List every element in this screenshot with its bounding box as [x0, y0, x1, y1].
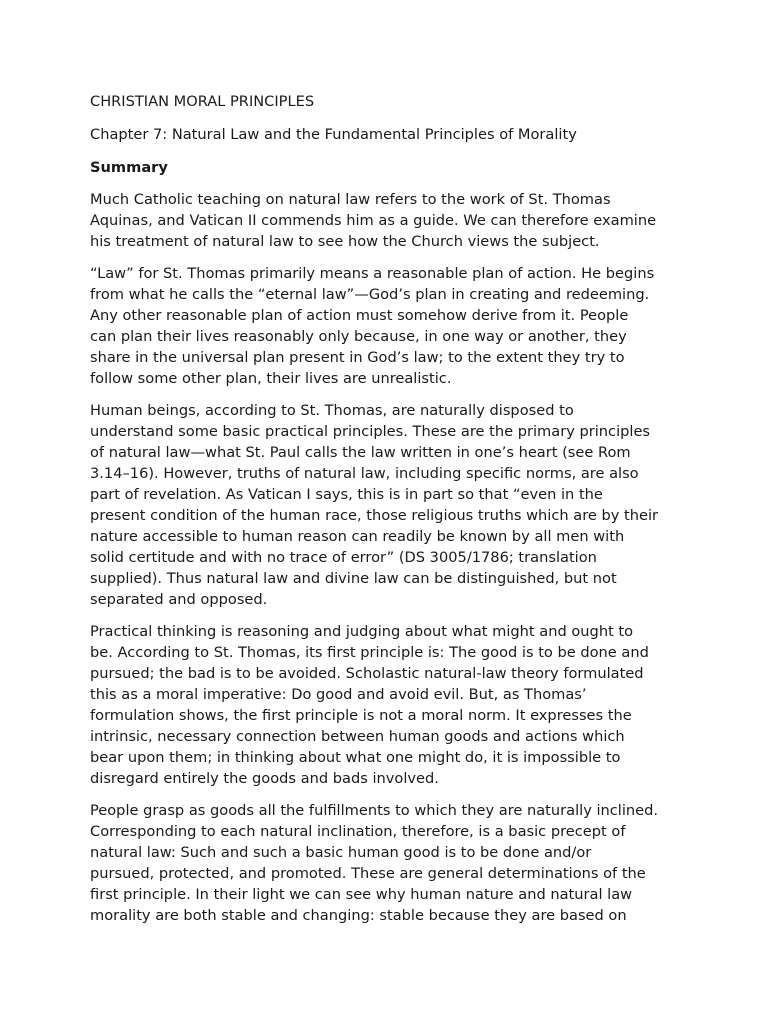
paragraph-line: be. According to St. Thomas, its first principle is: The good is to be done and: [90, 644, 649, 661]
paragraph-line: follow some other plan, their lives are unrealistic.: [90, 370, 452, 387]
paragraph-4: [90, 621, 690, 789]
paragraph-line: from what he calls the “eternal law”—God’s plan in creating and redeeming.: [90, 286, 650, 303]
paragraph-line: nature accessible to human reason can readily be known by all men with: [90, 528, 625, 545]
paragraph-line: disregard entirely the goods and bads involved.: [90, 770, 439, 787]
paragraph-line: pursued; the bad is to be avoided. Scholastic natural-law theory formulated: [90, 665, 644, 682]
paragraph-line: share in the universal plan present in God’s law; to the extent they try to: [90, 349, 625, 366]
paragraph-5: [90, 800, 690, 926]
paragraph-line: separated and opposed.: [90, 591, 268, 608]
paragraph-line: natural law: Such and such a basic human good is to be done and/or: [90, 844, 592, 861]
paragraph-line: Practical thinking is reasoning and judging about what might and ought to: [90, 623, 634, 640]
document-body: [90, 91, 690, 937]
paragraph-line: Aquinas, and Vatican II commends him as a guide. We can therefore examine: [90, 212, 657, 229]
paragraph-line: Corresponding to each natural inclination, therefore, is a basic precept of: [90, 823, 626, 840]
paragraph-line: “Law” for St. Thomas primarily means a reasonable plan of action. He begins: [90, 265, 655, 282]
paragraph-line: this as a moral imperative: Do good and avoid evil. But, as Thomas’: [90, 686, 587, 703]
paragraph-line: of natural law—what St. Paul calls the law written in one’s heart (see Rom: [90, 444, 631, 461]
paragraph-line: understand some basic practical principles. These are the primary principles: [90, 423, 651, 440]
paragraph-line: 3.14–16). However, truths of natural law, including specific norms, are also: [90, 465, 639, 482]
paragraph-line: Much Catholic teaching on natural law refers to the work of St. Thomas: [90, 191, 611, 208]
document-title: CHRISTIAN MORAL PRINCIPLES: [90, 93, 315, 110]
paragraph-line: part of revelation. As Vatican I says, this is in part so that “even in the: [90, 486, 603, 503]
paragraph-line: can plan their lives reasonably only because, in one way or another, they: [90, 328, 627, 345]
paragraph-line: his treatment of natural law to see how the Church views the subject.: [90, 233, 600, 250]
paragraph-2: [90, 263, 690, 389]
paragraph-line: supplied). Thus natural law and divine law can be distinguished, but not: [90, 570, 617, 587]
paragraph-line: first principle. In their light we can see why human nature and natural law: [90, 886, 633, 903]
paragraph-line: solid certitude and with no trace of error” (DS 3005/1786; translation: [90, 549, 597, 566]
paragraph-line: present condition of the human race, those religious truths which are by their: [90, 507, 659, 524]
section-heading: Summary: [90, 159, 168, 176]
paragraph-line: Human beings, according to St. Thomas, are naturally disposed to: [90, 402, 574, 419]
paragraph-3: [90, 400, 690, 610]
paragraph-line: pursued, protected, and promoted. These are general determinations of the: [90, 865, 646, 882]
paragraph-line: bear upon them; in thinking about what one might do, it is impossible to: [90, 749, 621, 766]
paragraph-line: morality are both stable and changing: stable because they are based on: [90, 907, 627, 924]
paragraph-line: formulation shows, the first principle is not a moral norm. It expresses the: [90, 707, 632, 724]
chapter-title: Chapter 7: Natural Law and the Fundamental Principles of Morality: [90, 126, 577, 143]
paragraph-1: [90, 189, 690, 252]
paragraph-line: intrinsic, necessary connection between human goods and actions which: [90, 728, 625, 745]
paragraph-line: People grasp as goods all the fulfillments to which they are naturally inclined.: [90, 802, 659, 819]
paragraph-line: Any other reasonable plan of action must somehow derive from it. People: [90, 307, 629, 324]
